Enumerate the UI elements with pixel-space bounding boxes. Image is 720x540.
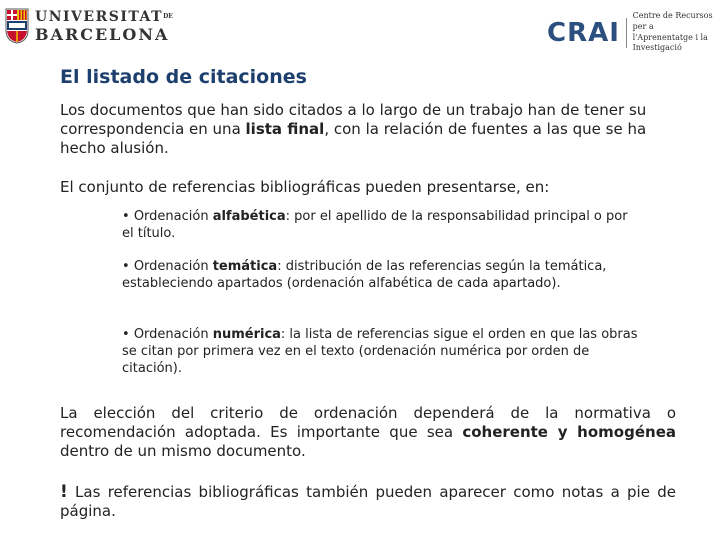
intro-paragraph [60,101,680,158]
university-name [35,10,173,43]
bullet-rest: : distribución de las referencias según la temática, estableciendo apartados (ordenación alfabética de cada apartado). [122,259,607,291]
bullet-marker: • [122,259,130,274]
bullet-prefix: Ordenación [133,209,213,224]
bullet-bold: numérica [212,327,281,342]
intro-text-after: , con la relación de fuentes a las que se ha hecho alusión. [60,120,647,157]
crai-description-line1: Centre de Recursos per a [632,11,713,31]
bullet-rest: : por el apellido de la responsabilidad principal o por el título. [122,209,628,241]
bullet-marker: • [122,327,130,342]
crai-description-line2: l'Aprenentatge i la Investigació [632,32,708,53]
crai-mark: CRAI [547,17,620,48]
criterion-text-bold: coherente y homogénea [462,423,676,441]
page-title: El listado de citaciones [60,66,307,88]
bullet-item [122,326,642,377]
university-name-line2: BARCELONA [35,24,170,44]
bullet-item [122,258,642,292]
note-paragraph [60,483,676,521]
crai-divider [626,18,627,48]
criterion-text-after: dentro de un mismo documento. [60,442,306,460]
lead-paragraph: El conjunto de referencias bibliográficas pueden presentarse, en: [60,178,550,196]
bullet-prefix: Ordenación [133,327,213,342]
university-name-suffix: DE [163,12,173,20]
note-text: Las referencias bibliográficas también pueden aparecer como notas a pie de página. [60,483,676,520]
bullet-marker: • [122,209,130,224]
criterion-text-before: La elección del criterio de ordenación dependerá de la normativa o recomendación adoptada. Es importante que sea [60,404,676,441]
university-logo [5,8,173,44]
bullet-bold: alfabética [212,209,286,224]
university-name-line1: UNIVERSITAT [35,8,164,25]
bullet-bold: temática [212,259,278,274]
criterion-paragraph [60,404,676,461]
bullet-item [122,208,642,242]
crai-description [633,11,720,54]
university-shield-icon [5,8,29,44]
bullet-rest: : la lista de referencias sigue el orden en que las obras se citan por primera vez en el texto (ordenación numérica por orden de citación). [122,327,638,376]
intro-text-bold: lista final [245,120,325,138]
intro-text-before: Los documentos que han sido citados a lo largo de un trabajo han de tener su correspondencia en una [60,101,647,138]
bullet-prefix: Ordenación [133,259,213,274]
exclamation-icon: ! [60,482,68,502]
crai-logo [547,11,720,54]
